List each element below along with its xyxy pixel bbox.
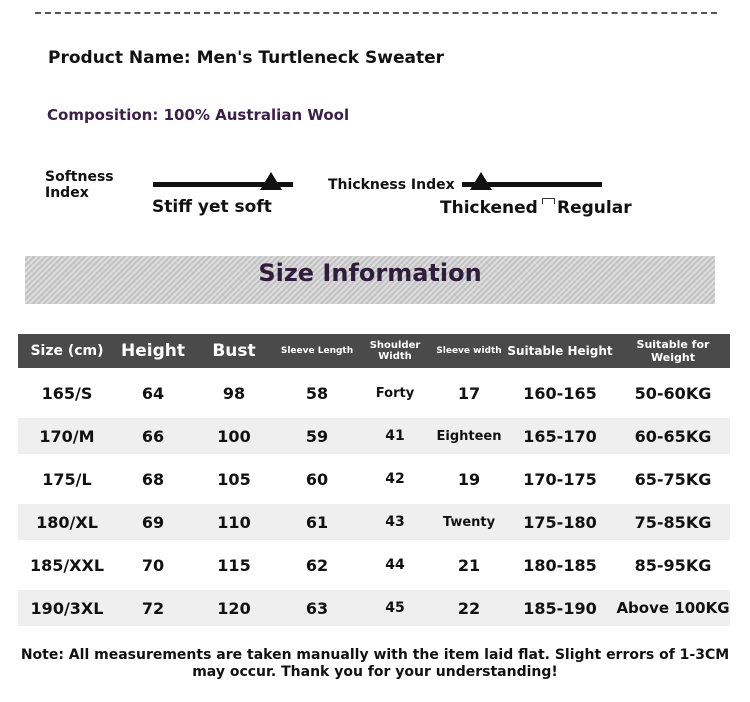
cell-suitable-height: 175-180	[523, 512, 597, 532]
cell-suitable-height: 180-185	[523, 555, 597, 575]
table-body	[18, 375, 730, 626]
table-row	[18, 590, 730, 626]
th-bust: Bust	[212, 341, 256, 361]
cell-suitable-weight: 50-60KG	[634, 383, 712, 403]
cell-sleeve-width: 19	[457, 469, 481, 489]
size-info-banner	[25, 256, 715, 304]
cell-size: 175/L	[42, 469, 92, 489]
cell-sleeve-length: 59	[305, 426, 329, 446]
table-row	[18, 504, 730, 540]
cell-size: 190/3XL	[30, 598, 104, 618]
cell-suitable-weight: 75-85KG	[634, 512, 712, 532]
cell-bust: 115	[217, 555, 251, 575]
th-suitable-height: Suitable Height	[507, 344, 613, 358]
th-height: Height	[121, 341, 185, 361]
cell-suitable-height: 170-175	[523, 469, 597, 489]
cell-sleeve-width: 22	[457, 598, 481, 618]
cell-sleeve-length: 60	[305, 469, 329, 489]
cell-sleeve-width: Twenty	[442, 514, 496, 530]
softness-marker-icon	[260, 172, 282, 190]
thickness-scale-right: Regular	[557, 198, 632, 218]
section-title: Size Information	[258, 259, 482, 287]
cell-shoulder-width: 43	[385, 514, 405, 530]
cell-suitable-weight: 85-95KG	[634, 555, 712, 575]
cell-shoulder-width: 41	[385, 428, 405, 444]
table-header	[18, 334, 730, 368]
measurement-note: Note: All measurements are taken manually with the item laid flat. Slight errors of 1-3CM may occur. Thank you for your understanding!	[20, 647, 730, 680]
th-suitable-weight: Suitable for Weight	[636, 338, 710, 364]
table-row	[18, 461, 730, 497]
scale-tick-icon	[542, 198, 555, 204]
cell-height: 66	[141, 426, 165, 446]
th-shoulder-width: Shoulder Width	[369, 340, 421, 362]
cell-sleeve-length: 62	[305, 555, 329, 575]
th-sleeve-length: Sleeve Length	[280, 346, 354, 356]
table-row	[18, 375, 730, 411]
cell-suitable-weight: 60-65KG	[634, 426, 712, 446]
thickness-marker-icon	[470, 172, 492, 190]
th-size: Size (cm)	[30, 343, 104, 359]
cell-height: 69	[141, 512, 165, 532]
softness-scale-text: Stiff yet soft	[152, 197, 272, 217]
cell-bust: 110	[217, 512, 251, 532]
dashed-divider	[35, 12, 717, 14]
cell-sleeve-length: 61	[305, 512, 329, 532]
cell-shoulder-width: Forty	[375, 385, 415, 401]
cell-height: 70	[141, 555, 165, 575]
cell-size: 185/XXL	[29, 555, 105, 575]
cell-shoulder-width: 44	[385, 557, 405, 573]
cell-sleeve-width: 21	[457, 555, 481, 575]
thickness-scale-left: Thickened	[440, 198, 538, 218]
cell-shoulder-width: 45	[385, 600, 405, 616]
cell-sleeve-width: Eighteen	[436, 428, 502, 444]
cell-size: 170/M	[39, 426, 95, 446]
table-row	[18, 418, 730, 454]
cell-sleeve-width: 17	[457, 383, 481, 403]
table-row	[18, 547, 730, 583]
softness-index-label: Softness Index	[45, 169, 114, 201]
cell-shoulder-width: 42	[385, 471, 405, 487]
thickness-index-label: Thickness Index	[328, 177, 455, 193]
cell-sleeve-length: 63	[305, 598, 329, 618]
product-name: Product Name: Men's Turtleneck Sweater	[48, 48, 444, 68]
cell-suitable-weight: 65-75KG	[634, 469, 712, 489]
composition: Composition: 100% Australian Wool	[47, 106, 350, 124]
cell-bust: 120	[217, 598, 251, 618]
cell-size: 180/XL	[36, 512, 98, 532]
cell-suitable-height: 185-190	[523, 598, 597, 618]
cell-suitable-weight: Above 100KG	[616, 599, 730, 617]
cell-height: 64	[141, 383, 165, 403]
cell-bust: 100	[217, 426, 251, 446]
cell-suitable-height: 160-165	[523, 383, 597, 403]
cell-suitable-height: 165-170	[523, 426, 597, 446]
size-table	[18, 334, 730, 626]
cell-bust: 105	[217, 469, 251, 489]
cell-height: 72	[141, 598, 165, 618]
cell-sleeve-length: 58	[305, 383, 329, 403]
cell-height: 68	[141, 469, 165, 489]
cell-bust: 98	[222, 383, 246, 403]
th-sleeve-width: Sleeve width	[436, 346, 502, 356]
cell-size: 165/S	[41, 383, 93, 403]
